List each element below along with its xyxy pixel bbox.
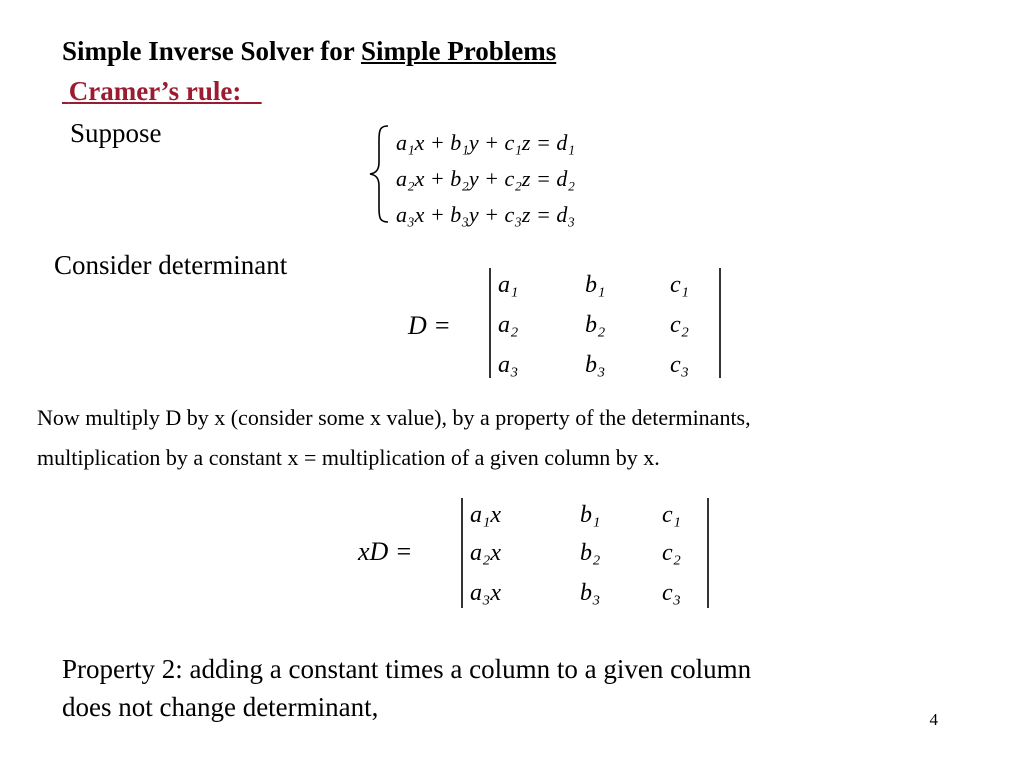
det-D-cell: a₂ xyxy=(498,312,519,338)
property-line-1: Property 2: adding a constant times a column to a given column xyxy=(62,654,752,684)
det-D-cell: a₃ xyxy=(498,352,519,378)
det-D-lhs: D = xyxy=(408,311,451,340)
equation-row: a₃x + b₃y + c₃z = d₃ xyxy=(396,202,575,227)
multiply-line-2: multiplication by a constant x = multiplication of a given column by x. xyxy=(37,445,660,470)
det-D-cell: b₃ xyxy=(585,352,606,378)
det-xD-cell: b₃ xyxy=(580,580,601,606)
det-D-cell: c₂ xyxy=(670,312,689,338)
det-xD-cell: b₂ xyxy=(580,540,601,566)
left-brace xyxy=(370,126,388,222)
det-xD-cell: a₃x xyxy=(470,580,501,606)
subtitle-text: Cramer’s rule: xyxy=(68,76,242,106)
det-D-cell: b₁ xyxy=(585,272,606,298)
property-line-2: does not change determinant, xyxy=(62,692,379,722)
det-xD-cell: c₃ xyxy=(662,580,681,606)
slide-title xyxy=(62,36,556,67)
det-D-cell: c₁ xyxy=(670,272,689,298)
subtitle-cramers-rule xyxy=(62,76,262,107)
det-D-cell: b₂ xyxy=(585,312,606,338)
det-xD-lhs: xD = xyxy=(358,537,413,566)
title-prefix: Simple Inverse Solver for xyxy=(62,36,361,66)
equation-system xyxy=(360,118,740,230)
det-D-cell: c₃ xyxy=(670,352,689,378)
equation-row: a₁x + b₁y + c₁z = d₁ xyxy=(396,130,575,155)
equation-row: a₂x + b₂y + c₂z = d₂ xyxy=(396,166,575,191)
det-xD-cell: a₂x xyxy=(470,540,501,566)
det-xD-cell: c₁ xyxy=(662,502,681,528)
determinant-xD xyxy=(350,494,730,616)
multiply-line-1: Now multiply D by x (consider some x value), by a property of the determinants, xyxy=(37,405,751,430)
det-xD-cell: c₂ xyxy=(662,540,681,566)
consider-label: Consider determinant xyxy=(54,250,288,280)
determinant-D xyxy=(400,262,740,384)
page-number: 4 xyxy=(929,710,938,729)
suppose-label: Suppose xyxy=(70,118,162,148)
det-xD-cell: a₁x xyxy=(470,502,501,528)
det-xD-cell: b₁ xyxy=(580,502,601,528)
title-underlined: Simple Problems xyxy=(360,36,557,66)
det-D-cell: a₁ xyxy=(498,272,519,298)
